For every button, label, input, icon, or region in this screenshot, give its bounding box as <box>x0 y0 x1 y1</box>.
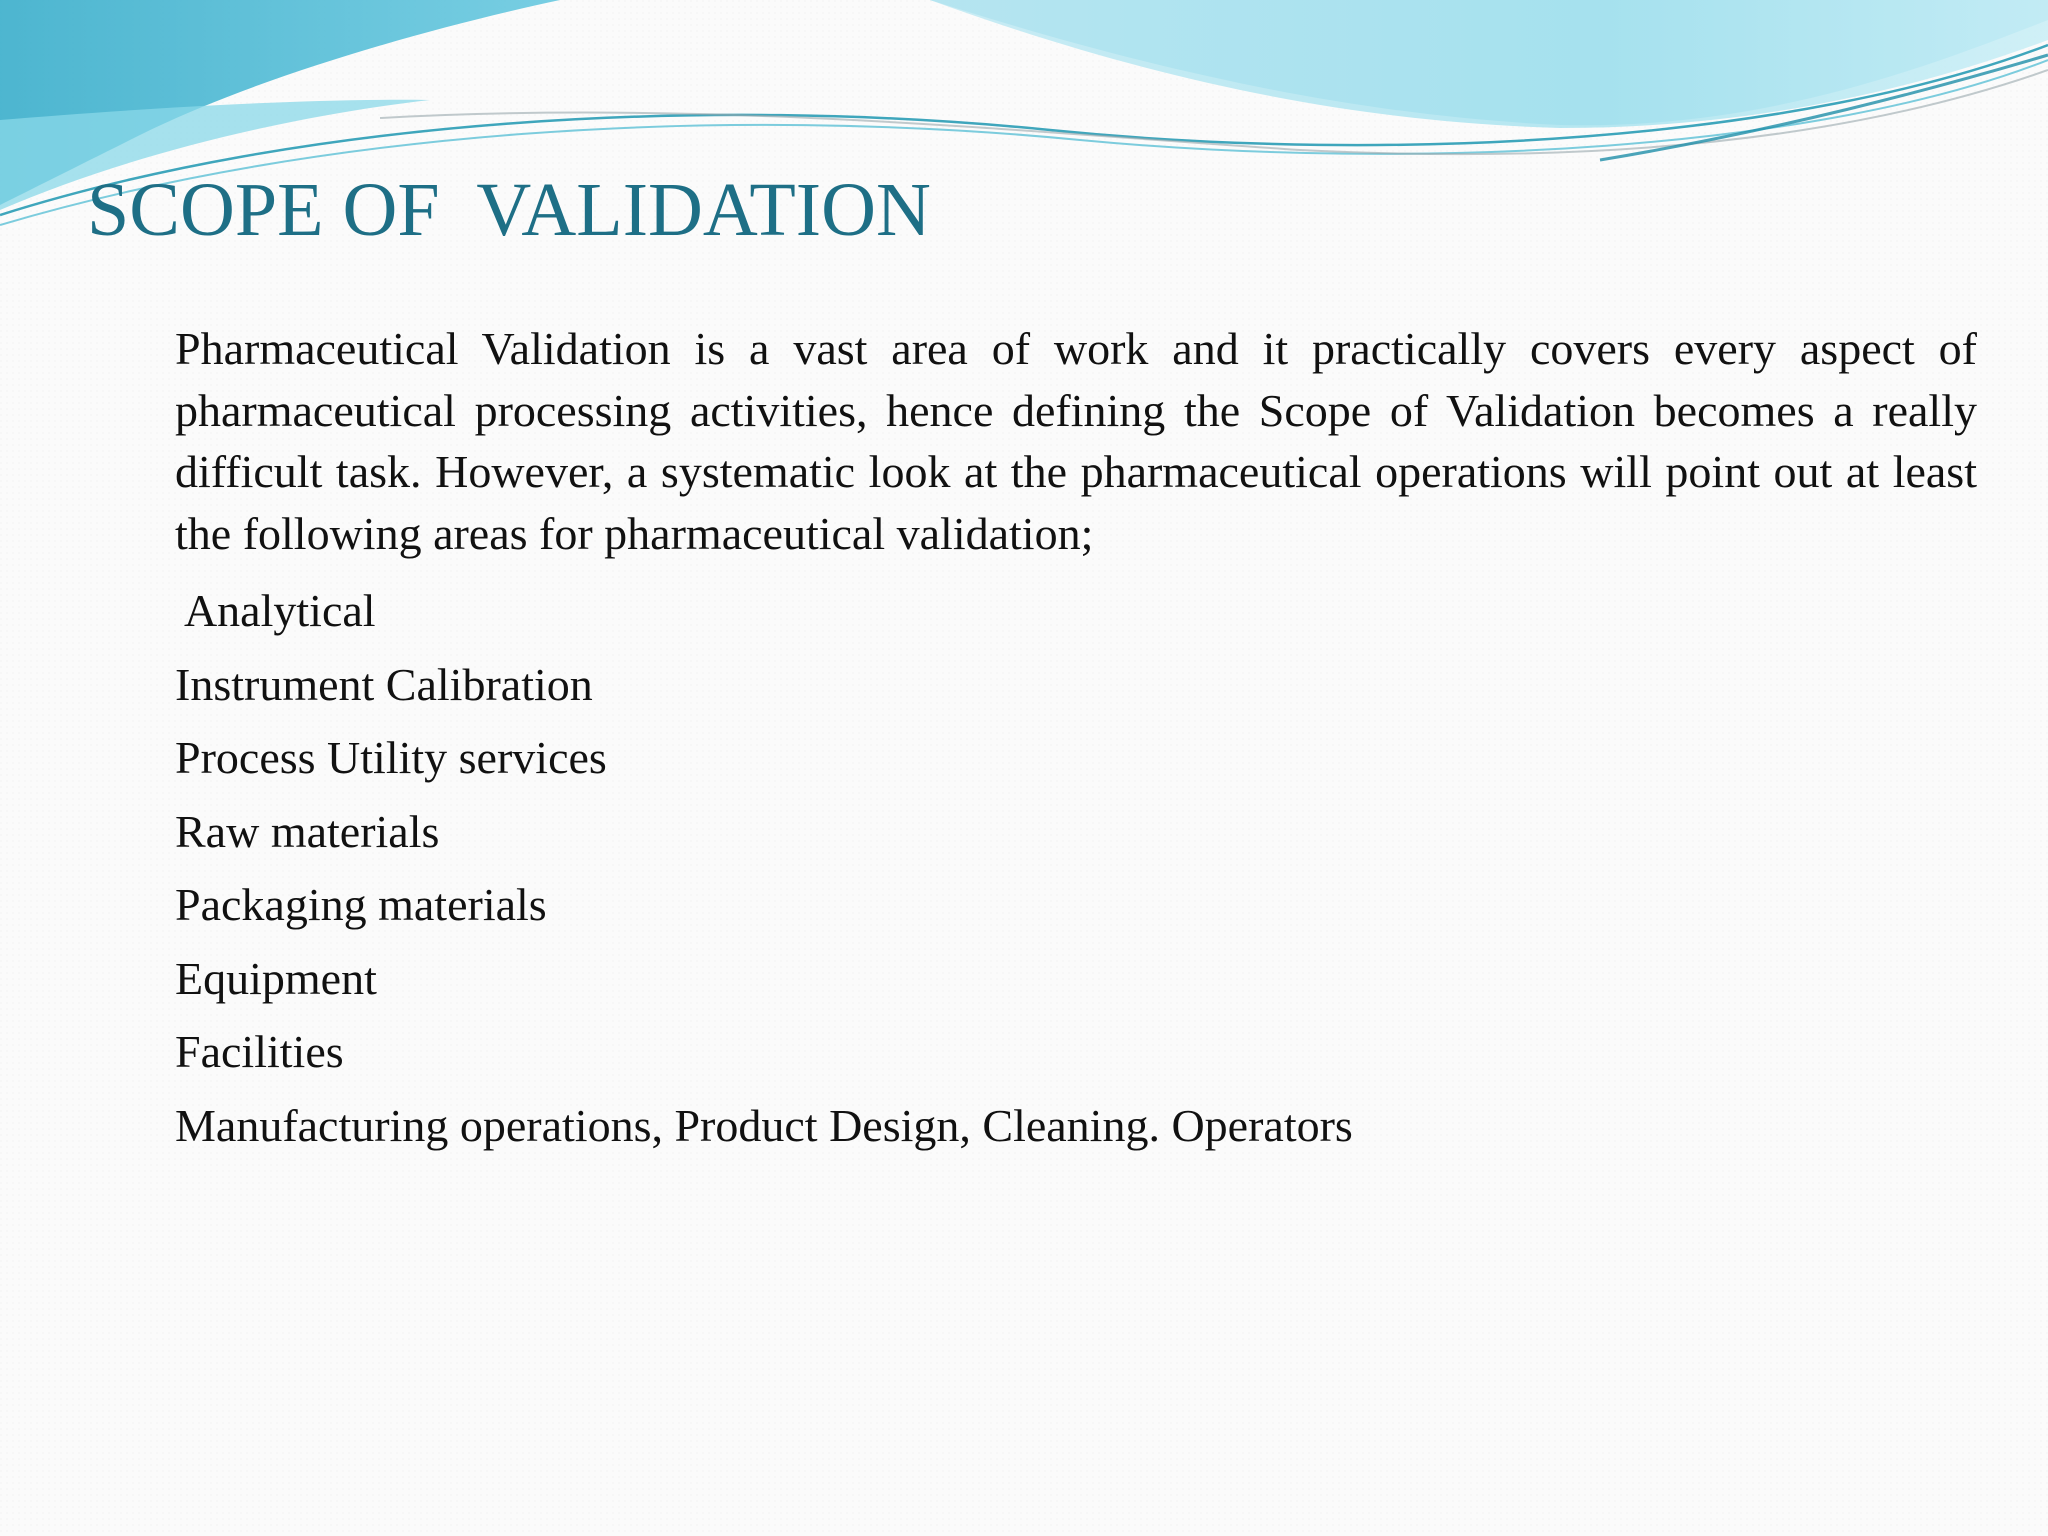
list-item: Manufacturing operations, Product Design, Cleaning. Operators <box>175 1099 1353 1151</box>
validation-areas-list <box>175 574 1977 1162</box>
list-item: Packaging materials <box>175 879 547 930</box>
list-item: Equipment <box>175 952 377 1004</box>
list-item: Instrument Calibration <box>175 658 593 710</box>
list-item: Analytical <box>175 585 376 636</box>
list-item: Raw materials <box>175 805 440 857</box>
list-item: Facilities <box>175 1026 344 1077</box>
slide-body <box>175 318 1977 1162</box>
list-item: Process Utility services <box>175 732 607 783</box>
slide-title: SCOPE OF VALIDATION <box>87 168 931 252</box>
intro-paragraph: Pharmaceutical Validation is a vast area of work and it practically covers every aspect of pharmaceutical processing activities, hence defining the Scope of Validation becomes a really difficult task. However, a systematic look at the pharmaceutical operations will point out at least the following areas for pharmaceutical validation; <box>175 323 1977 559</box>
